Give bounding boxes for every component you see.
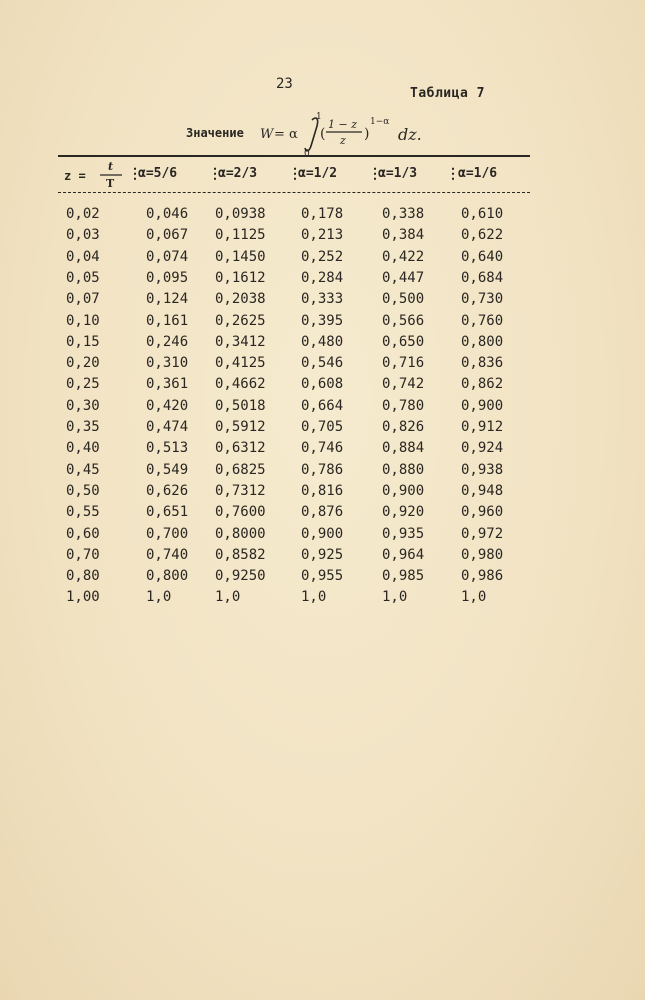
cell-value: 0,3412 <box>215 333 266 350</box>
cell-value: 0,067 <box>146 227 189 244</box>
formula-lhs: W <box>260 127 274 142</box>
table-row <box>0 291 645 312</box>
cell-value: 0,0938 <box>215 206 266 222</box>
cell-value: 0,074 <box>146 248 189 265</box>
cell-value: 0,5912 <box>215 419 266 435</box>
cell-z: 0,10 <box>66 312 100 329</box>
cell-value: 0,716 <box>382 355 425 372</box>
cell-value: 0,742 <box>382 376 425 393</box>
cell-value: 0,622 <box>461 227 504 244</box>
cell-value: 0,816 <box>301 482 344 499</box>
header-separator: ⋮ <box>368 166 382 182</box>
svg-text:): ) <box>364 126 370 142</box>
cell-value: 0,684 <box>461 269 504 286</box>
cell-z: 0,30 <box>66 397 100 414</box>
cell-value: 0,333 <box>301 291 344 308</box>
cell-z: 0,02 <box>66 206 100 222</box>
table-row <box>0 440 645 461</box>
header-z-expression <box>64 160 126 188</box>
cell-value: 0,246 <box>146 333 189 350</box>
cell-value: 0,925 <box>301 546 344 563</box>
cell-value: 0,985 <box>382 568 425 585</box>
table-header-rule <box>58 192 530 193</box>
cell-value: 0,7312 <box>215 482 266 499</box>
cell-value: 0,361 <box>146 376 189 393</box>
cell-value: 0,800 <box>461 333 504 350</box>
table-row <box>0 270 645 291</box>
formula-lower-limit: 0 <box>304 149 310 156</box>
cell-value: 0,938 <box>461 461 504 478</box>
table-row <box>0 589 645 610</box>
cell-value: 0,8582 <box>215 546 266 563</box>
cell-z: 0,03 <box>66 227 100 244</box>
cell-value: 0,746 <box>301 440 344 457</box>
formula-dz: dz. <box>398 125 422 144</box>
cell-value: 0,900 <box>301 525 344 542</box>
table-row <box>0 355 645 376</box>
cell-value: 0,4662 <box>215 376 266 393</box>
header-separator: ⋮ <box>446 166 460 182</box>
cell-value: 0,900 <box>461 397 504 414</box>
cell-value: 0,786 <box>301 461 344 478</box>
cell-value: 0,546 <box>301 355 344 372</box>
cell-value: 0,740 <box>146 546 189 563</box>
cell-value: 0,924 <box>461 440 504 457</box>
cell-value: 0,046 <box>146 206 189 222</box>
cell-z: 0,45 <box>66 461 100 478</box>
cell-value: 0,9250 <box>215 568 266 585</box>
formula <box>186 112 486 156</box>
cell-value: 0,513 <box>146 440 189 457</box>
header-separator: ⋮ <box>208 166 222 182</box>
cell-value: 0,2625 <box>215 312 266 329</box>
cell-z: 0,25 <box>66 376 100 393</box>
cell-z: 0,60 <box>66 525 100 542</box>
table-row <box>0 504 645 525</box>
cell-value: 0,935 <box>382 525 425 542</box>
cell-value: 0,124 <box>146 291 189 308</box>
table-row <box>0 568 645 589</box>
cell-value: 0,338 <box>382 206 425 222</box>
cell-z: 1,00 <box>66 589 100 606</box>
cell-value: 0,384 <box>382 227 425 244</box>
cell-value: 0,474 <box>146 419 189 435</box>
table-row <box>0 313 645 334</box>
cell-value: 0,161 <box>146 312 189 329</box>
svg-text:(: ( <box>320 126 326 142</box>
cell-z: 0,07 <box>66 291 100 308</box>
cell-value: 1,0 <box>301 589 327 606</box>
cell-value: 0,880 <box>382 461 425 478</box>
cell-z: 0,40 <box>66 440 100 457</box>
cell-value: 0,1450 <box>215 248 266 265</box>
cell-value: 0,760 <box>461 312 504 329</box>
cell-value: 0,964 <box>382 546 425 563</box>
header-col-3: α=1/2 <box>298 166 338 181</box>
cell-value: 0,213 <box>301 227 344 244</box>
cell-z: 0,05 <box>66 269 100 286</box>
formula-frac-den: z <box>340 134 346 147</box>
cell-value: 0,480 <box>301 333 344 350</box>
cell-z: 0,15 <box>66 333 100 350</box>
formula-upper-limit: 1 <box>316 112 322 122</box>
cell-value: 0,420 <box>146 397 189 414</box>
cell-value: 0,705 <box>301 419 344 435</box>
cell-value: 0,876 <box>301 504 344 521</box>
header-separator: ⋮ <box>288 166 302 182</box>
cell-value: 0,500 <box>382 291 425 308</box>
cell-value: 0,095 <box>146 269 189 286</box>
cell-value: 0,395 <box>301 312 344 329</box>
header-z-label: z = <box>64 169 86 183</box>
cell-value: 0,422 <box>382 248 425 265</box>
table-row <box>0 483 645 504</box>
cell-value: 0,566 <box>382 312 425 329</box>
cell-value: 0,650 <box>382 333 425 350</box>
cell-value: 0,780 <box>382 397 425 414</box>
header-col-4: α=1/3 <box>378 166 418 181</box>
cell-value: 0,6825 <box>215 461 266 478</box>
header-col-2: α=2/3 <box>218 166 258 181</box>
page-number: 23 <box>276 76 293 92</box>
cell-value: 0,862 <box>461 376 504 393</box>
table-row <box>0 206 645 227</box>
cell-value: 0,651 <box>146 504 189 521</box>
header-z-num: t <box>108 160 114 173</box>
cell-value: 0,700 <box>146 525 189 542</box>
table-row <box>0 249 645 270</box>
cell-value: 0,884 <box>382 440 425 457</box>
cell-value: 0,252 <box>301 248 344 265</box>
table-label: Таблица 7 <box>410 86 485 101</box>
cell-value: 0,6312 <box>215 440 266 457</box>
cell-z: 0,35 <box>66 419 100 435</box>
header-col-1: α=5/6 <box>138 166 178 181</box>
cell-value: 0,960 <box>461 504 504 521</box>
cell-value: 0,980 <box>461 546 504 563</box>
table-top-rule <box>58 155 530 157</box>
table-row <box>0 526 645 547</box>
table-row <box>0 547 645 568</box>
cell-value: 0,549 <box>146 461 189 478</box>
svg-text:= α: = α <box>274 127 298 142</box>
cell-value: 0,986 <box>461 568 504 585</box>
cell-value: 0,4125 <box>215 355 266 372</box>
cell-value: 0,955 <box>301 568 344 585</box>
table-row <box>0 376 645 397</box>
cell-value: 1,0 <box>461 589 487 606</box>
cell-value: 1,0 <box>146 589 172 606</box>
formula-expression <box>256 112 456 156</box>
table-row <box>0 227 645 248</box>
cell-value: 0,5018 <box>215 397 266 414</box>
cell-z: 0,20 <box>66 355 100 372</box>
header-separator: ⋮ <box>128 166 142 182</box>
cell-value: 0,447 <box>382 269 425 286</box>
table-row <box>0 419 645 440</box>
cell-z: 0,50 <box>66 482 100 499</box>
cell-value: 0,826 <box>382 419 425 435</box>
cell-value: 0,178 <box>301 206 344 222</box>
cell-value: 1,0 <box>382 589 408 606</box>
cell-value: 0,730 <box>461 291 504 308</box>
formula-word: Значение <box>186 126 244 140</box>
cell-value: 0,920 <box>382 504 425 521</box>
cell-value: 0,310 <box>146 355 189 372</box>
cell-value: 0,608 <box>301 376 344 393</box>
cell-value: 0,1612 <box>215 269 266 286</box>
cell-value: 0,948 <box>461 482 504 499</box>
formula-frac-num: 1 − z <box>328 118 358 131</box>
cell-value: 0,836 <box>461 355 504 372</box>
cell-value: 0,2038 <box>215 291 266 308</box>
cell-value: 0,912 <box>461 419 504 435</box>
cell-value: 0,640 <box>461 248 504 265</box>
table-row <box>0 398 645 419</box>
formula-exponent: 1−α <box>370 117 390 127</box>
cell-value: 0,7600 <box>215 504 266 521</box>
cell-value: 0,8000 <box>215 525 266 542</box>
cell-value: 0,626 <box>146 482 189 499</box>
header-col-5: α=1/6 <box>458 166 498 181</box>
cell-value: 0,610 <box>461 206 504 222</box>
cell-value: 0,800 <box>146 568 189 585</box>
integral-sign <box>305 118 318 151</box>
cell-value: 0,284 <box>301 269 344 286</box>
cell-value: 1,0 <box>215 589 241 606</box>
cell-z: 0,80 <box>66 568 100 585</box>
header-z-den: T <box>106 177 115 188</box>
cell-value: 0,664 <box>301 397 344 414</box>
cell-z: 0,70 <box>66 546 100 563</box>
cell-value: 0,1125 <box>215 227 266 244</box>
cell-value: 0,972 <box>461 525 504 542</box>
cell-z: 0,04 <box>66 248 100 265</box>
cell-z: 0,55 <box>66 504 100 521</box>
table-row <box>0 462 645 483</box>
table-row <box>0 334 645 355</box>
header-z <box>64 160 126 188</box>
cell-value: 0,900 <box>382 482 425 499</box>
